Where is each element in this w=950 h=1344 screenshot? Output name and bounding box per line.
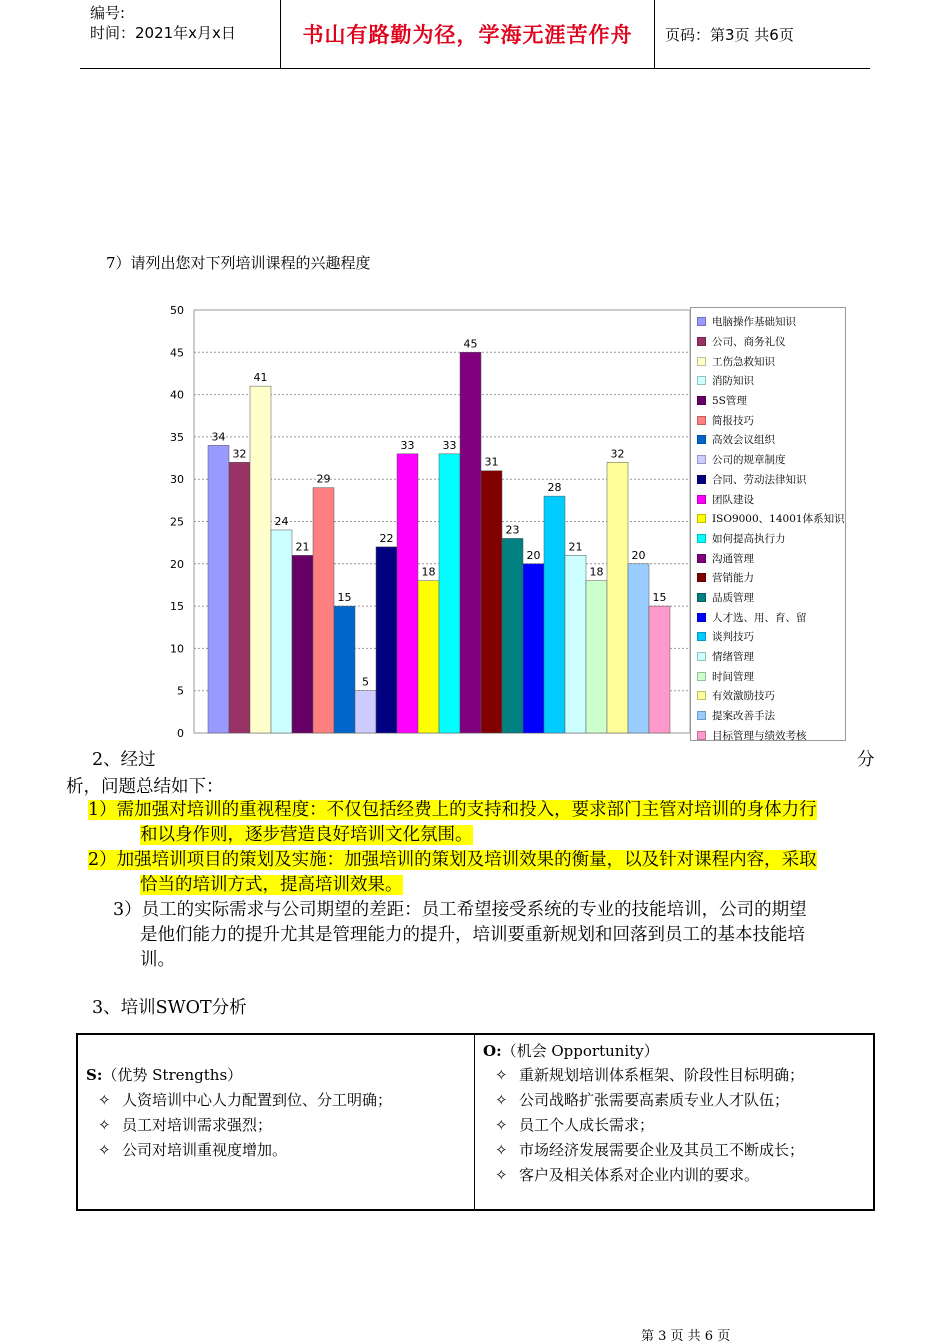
opportunities-title: （机会 Opportunity）	[501, 1042, 659, 1060]
legend-swatch	[697, 455, 706, 464]
swot-list-item	[495, 1164, 759, 1185]
legend-label: 谈判技巧	[712, 631, 754, 644]
bar	[607, 462, 628, 733]
legend-item	[697, 647, 845, 667]
bar-value-label: 28	[547, 481, 562, 495]
header-motto-cell	[281, 0, 655, 68]
y-tick-label: 40	[170, 388, 184, 402]
legend-label: 目标管理与绩效考核	[712, 729, 807, 742]
legend-swatch	[697, 376, 706, 385]
swot-list-item	[98, 1114, 272, 1135]
legend-swatch	[697, 554, 706, 563]
legend-item	[697, 430, 845, 450]
legend-swatch	[697, 711, 706, 720]
bar	[565, 555, 586, 733]
item1-line2	[140, 823, 473, 848]
section2-continuation: 析，问题总结如下：	[66, 777, 224, 797]
legend-item	[697, 588, 845, 608]
bar	[313, 488, 334, 733]
legend-label: 人才选、用、育、留	[712, 611, 807, 624]
bar	[586, 581, 607, 733]
item1-line2-text: 和以身作则，逐步营造良好培训文化氛围。	[140, 825, 473, 845]
item1-line1	[88, 798, 817, 823]
bar	[481, 471, 502, 733]
legend-item	[697, 666, 845, 686]
legend-item	[697, 568, 845, 588]
bar	[649, 606, 670, 733]
opportunities-heading	[483, 1040, 659, 1061]
swot-list-item	[495, 1064, 804, 1085]
bar-value-label: 23	[505, 523, 520, 537]
legend-swatch	[697, 652, 706, 661]
legend-swatch	[697, 317, 706, 326]
bar	[208, 445, 229, 733]
bar	[271, 530, 292, 733]
legend-label: 如何提高执行力	[712, 532, 786, 545]
legend-label: 电脑操作基础知识	[712, 316, 796, 329]
legend-item	[697, 725, 845, 745]
bar	[523, 564, 544, 733]
section3-heading: 3、培训SWOT分析	[92, 998, 247, 1018]
bar	[397, 454, 418, 733]
opportunities-label: O:	[483, 1042, 502, 1060]
strengths-heading	[86, 1064, 242, 1085]
bar-value-label: 20	[526, 548, 541, 562]
strengths-title: （优势 Strengths）	[102, 1066, 243, 1084]
legend-swatch	[697, 475, 706, 484]
legend-swatch	[697, 573, 706, 582]
item2-line1	[88, 848, 817, 873]
legend-swatch	[697, 396, 706, 405]
bar	[418, 581, 439, 733]
legend-swatch	[697, 691, 706, 700]
y-tick-label: 45	[170, 346, 184, 360]
interest-bar-chart	[160, 300, 690, 745]
legend-swatch	[697, 593, 706, 602]
legend-item	[697, 529, 845, 549]
item3-line3: 训。	[140, 950, 175, 970]
bar	[376, 547, 397, 733]
swot-item-text: 员工个人成长需求；	[519, 1116, 655, 1134]
swot-table	[76, 1033, 875, 1211]
legend-label: 提案改善手法	[712, 710, 775, 723]
legend-swatch	[697, 632, 706, 641]
bar-value-label: 24	[274, 514, 289, 528]
item2-line2-text: 恰当的培训方式，提高培训效果。	[140, 875, 403, 895]
y-tick-label: 20	[170, 557, 184, 571]
motto-text: 书山有路勤为径，学海无涯苦作舟	[302, 22, 633, 47]
swot-item-text: 人资培训中心人力配置到位、分工明确；	[122, 1091, 393, 1109]
header-meta-cell	[80, 0, 281, 68]
diamond-bullet-icon: ✧	[495, 1166, 508, 1184]
legend-label: 时间管理	[712, 670, 754, 683]
bar-value-label: 33	[442, 438, 457, 452]
bar	[355, 691, 376, 733]
legend-item	[697, 470, 845, 490]
legend-item	[697, 706, 845, 726]
chart-legend	[690, 307, 846, 741]
legend-label: 消防知识	[712, 375, 754, 388]
page-footer: 第 3 页 共 6 页	[641, 1329, 731, 1344]
bar	[628, 564, 649, 733]
survey-question: 7）请列出您对下列培训课程的兴趣程度	[106, 254, 371, 272]
diamond-bullet-icon: ✧	[495, 1116, 508, 1134]
legend-item	[697, 686, 845, 706]
item1-line1-text: 1）需加强对培训的重视程度：不仅包括经费上的支持和投入，要求部门主管对培训的身体力行	[88, 800, 817, 820]
legend-item	[697, 509, 845, 529]
legend-label: ISO9000、14001体系知识	[712, 513, 845, 526]
bar	[334, 606, 355, 733]
item3-line2: 是他们能力的提升尤其是管理能力的提升，培训要重新规划和回落到员工的基本技能培	[140, 925, 805, 945]
swot-item-text: 员工对培训需求强烈；	[122, 1116, 273, 1134]
strengths-label: S:	[86, 1066, 103, 1084]
bar	[439, 454, 460, 733]
legend-swatch	[697, 416, 706, 425]
bar	[292, 555, 313, 733]
legend-swatch	[697, 534, 706, 543]
legend-item	[697, 627, 845, 647]
legend-swatch	[697, 731, 706, 740]
legend-item	[697, 312, 845, 332]
bar	[502, 538, 523, 733]
diamond-bullet-icon: ✧	[98, 1116, 111, 1134]
y-tick-label: 15	[170, 600, 184, 614]
bar-value-label: 21	[295, 540, 310, 554]
item2-line2	[140, 873, 403, 898]
doc-date-label: 时间：2021年x月x日	[90, 24, 236, 42]
diamond-bullet-icon: ✧	[495, 1066, 508, 1084]
swot-item-text: 重新规划培训体系框架、阶段性目标明确；	[519, 1066, 805, 1084]
diamond-bullet-icon: ✧	[495, 1141, 508, 1159]
swot-item-text: 市场经济发展需要企业及其员工不断成长；	[519, 1141, 805, 1159]
swot-list-item	[98, 1139, 287, 1160]
legend-label: 高效会议组织	[712, 434, 775, 447]
swot-list-item	[98, 1089, 392, 1110]
swot-item-text: 公司对培训重视度增加。	[122, 1141, 288, 1159]
y-tick-label: 0	[177, 727, 184, 740]
legend-item	[697, 607, 845, 627]
y-tick-label: 50	[170, 304, 184, 317]
item2-line1-text: 2）加强培训项目的策划及实施：加强培训的策划及培训效果的衡量，以及针对课程内容，采取	[88, 850, 817, 870]
bar	[460, 352, 481, 733]
diamond-bullet-icon: ✧	[98, 1091, 111, 1109]
page-info: 页码：第3页 共6页	[665, 25, 794, 44]
bar-value-label: 41	[253, 371, 268, 385]
bar-value-label: 18	[589, 565, 604, 579]
legend-label: 营销能力	[712, 572, 754, 585]
swot-list-item	[495, 1114, 654, 1135]
legend-label: 合同、劳动法律知识	[712, 473, 807, 486]
legend-item	[697, 391, 845, 411]
legend-label: 有效激励技巧	[712, 690, 775, 703]
legend-item	[697, 351, 845, 371]
legend-item	[697, 450, 845, 470]
y-tick-label: 10	[170, 642, 184, 656]
swot-opportunities-cell	[475, 1035, 873, 1209]
bar-value-label: 22	[379, 531, 394, 545]
bar	[544, 496, 565, 733]
y-tick-label: 5	[177, 684, 184, 698]
bar-value-label: 5	[362, 675, 369, 689]
swot-item-text: 客户及相关体系对企业内训的要求。	[519, 1166, 760, 1184]
doc-code-label: 编号:	[90, 4, 126, 22]
swot-strengths-cell	[78, 1035, 475, 1209]
legend-item	[697, 410, 845, 430]
bar-value-label: 15	[337, 591, 352, 605]
bar-value-label: 18	[421, 565, 436, 579]
bar-value-label: 20	[631, 548, 646, 562]
section2-start: 2、经过	[92, 750, 156, 770]
header-page-cell	[655, 0, 870, 68]
page-header	[80, 0, 870, 69]
bar-value-label: 31	[484, 455, 499, 469]
bar-value-label: 32	[232, 447, 247, 461]
bar	[250, 386, 271, 733]
legend-swatch	[697, 357, 706, 366]
swot-list-item	[495, 1139, 804, 1160]
section2-end: 分	[857, 750, 875, 770]
y-tick-label: 30	[170, 473, 184, 487]
y-tick-label: 35	[170, 430, 184, 444]
legend-label: 情绪管理	[712, 651, 754, 664]
legend-swatch	[697, 435, 706, 444]
legend-item	[697, 371, 845, 391]
legend-label: 公司、商务礼仪	[712, 336, 786, 349]
bar	[229, 462, 250, 733]
legend-label: 团队建设	[712, 493, 754, 506]
legend-label: 公司的规章制度	[712, 454, 786, 467]
legend-label: 5S管理	[712, 395, 747, 408]
bar-value-label: 32	[610, 447, 625, 461]
diamond-bullet-icon: ✧	[98, 1141, 111, 1159]
legend-label: 品质管理	[712, 591, 754, 604]
bar-value-label: 34	[211, 430, 226, 444]
legend-label: 沟通管理	[712, 552, 754, 565]
swot-item-text: 公司战略扩张需要高素质专业人才队伍；	[519, 1091, 790, 1109]
legend-swatch	[697, 495, 706, 504]
bar-value-label: 29	[316, 472, 331, 486]
diamond-bullet-icon: ✧	[495, 1091, 508, 1109]
legend-swatch	[697, 514, 706, 523]
bar-value-label: 15	[652, 591, 667, 605]
legend-label: 简报技巧	[712, 414, 754, 427]
legend-item	[697, 489, 845, 509]
swot-list-item	[495, 1089, 789, 1110]
legend-swatch	[697, 672, 706, 681]
bar-value-label: 21	[568, 540, 583, 554]
legend-item	[697, 332, 845, 352]
legend-swatch	[697, 613, 706, 622]
legend-label: 工伤急救知识	[712, 355, 775, 368]
item3-line1: 3）员工的实际需求与公司期望的差距：员工希望接受系统的专业的技能培训，公司的期望	[113, 900, 807, 920]
legend-item	[697, 548, 845, 568]
y-tick-label: 25	[170, 515, 184, 529]
bar-value-label: 45	[463, 337, 478, 351]
bar-value-label: 33	[400, 438, 415, 452]
legend-swatch	[697, 337, 706, 346]
